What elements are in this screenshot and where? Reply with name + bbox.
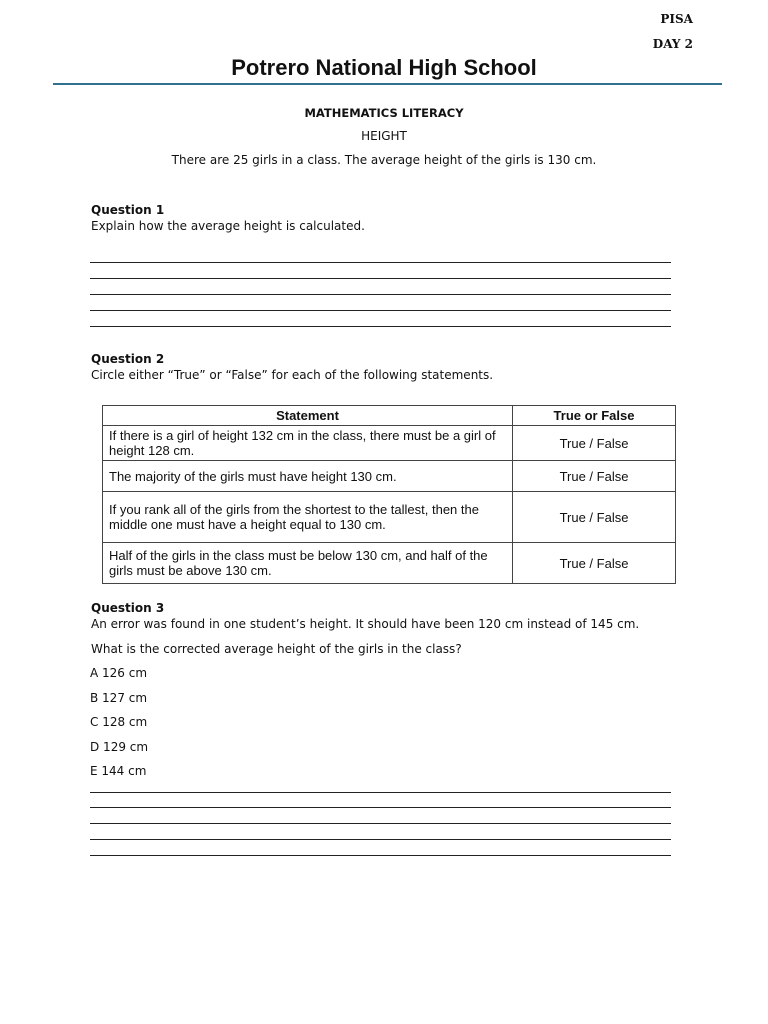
answer-line[interactable]: [90, 792, 671, 793]
option-a[interactable]: A 126 cm: [90, 666, 148, 680]
true-false-choice[interactable]: True / False: [513, 426, 676, 461]
question-3-title: Question 3: [91, 601, 165, 615]
question-2-title: Question 2: [91, 352, 165, 366]
table-row: [103, 461, 676, 492]
table-row: [103, 543, 676, 584]
column-header-true-false: True or False: [513, 406, 676, 426]
table-row: [103, 426, 676, 461]
table-row: [103, 492, 676, 543]
answer-line[interactable]: [90, 823, 671, 824]
topic-heading: HEIGHT: [361, 129, 407, 143]
question-1-title: Question 1: [91, 203, 165, 217]
answer-line[interactable]: [90, 807, 671, 808]
header-divider: [53, 83, 722, 85]
column-header-statement: Statement: [103, 406, 513, 426]
statement-cell: If you rank all of the girls from the shortest to the tallest, then the middle one must have a height equal to 130 cm.: [103, 492, 513, 543]
statement-cell: If there is a girl of height 132 cm in the class, there must be a girl of height 128 cm.: [103, 426, 513, 461]
option-c[interactable]: C 128 cm: [90, 715, 148, 729]
question-3-prompt: What is the corrected average height of the girls in the class?: [91, 642, 462, 656]
day-label: DAY 2: [652, 37, 693, 51]
answer-line[interactable]: [90, 855, 671, 856]
pisa-label: PISA: [660, 12, 693, 26]
intro-text: There are 25 girls in a class. The average height of the girls is 130 cm.: [171, 153, 597, 167]
answer-line[interactable]: [90, 310, 671, 311]
answer-line[interactable]: [90, 294, 671, 295]
answer-line[interactable]: [90, 839, 671, 840]
statements-table: [102, 405, 676, 584]
answer-line[interactable]: [90, 262, 671, 263]
statement-cell: The majority of the girls must have height 130 cm.: [103, 461, 513, 492]
school-title: Potrero National High School: [231, 55, 537, 80]
true-false-choice[interactable]: True / False: [513, 461, 676, 492]
statement-cell: Half of the girls in the class must be below 130 cm, and half of the girls must be above 130 cm.: [103, 543, 513, 584]
option-b[interactable]: B 127 cm: [90, 691, 148, 705]
true-false-choice[interactable]: True / False: [513, 543, 676, 584]
subject-heading: MATHEMATICS LITERACY: [304, 106, 464, 120]
question-2-text: Circle either “True” or “False” for each of the following statements.: [91, 368, 494, 382]
question-1-text: Explain how the average height is calculated.: [91, 219, 365, 233]
option-e[interactable]: E 144 cm: [90, 764, 147, 778]
question-3-text: An error was found in one student’s height. It should have been 120 cm instead of 145 cm.: [91, 617, 640, 631]
answer-line[interactable]: [90, 326, 671, 327]
answer-line[interactable]: [90, 278, 671, 279]
true-false-choice[interactable]: True / False: [513, 492, 676, 543]
table-header-row: [103, 406, 676, 426]
option-d[interactable]: D 129 cm: [90, 740, 149, 754]
